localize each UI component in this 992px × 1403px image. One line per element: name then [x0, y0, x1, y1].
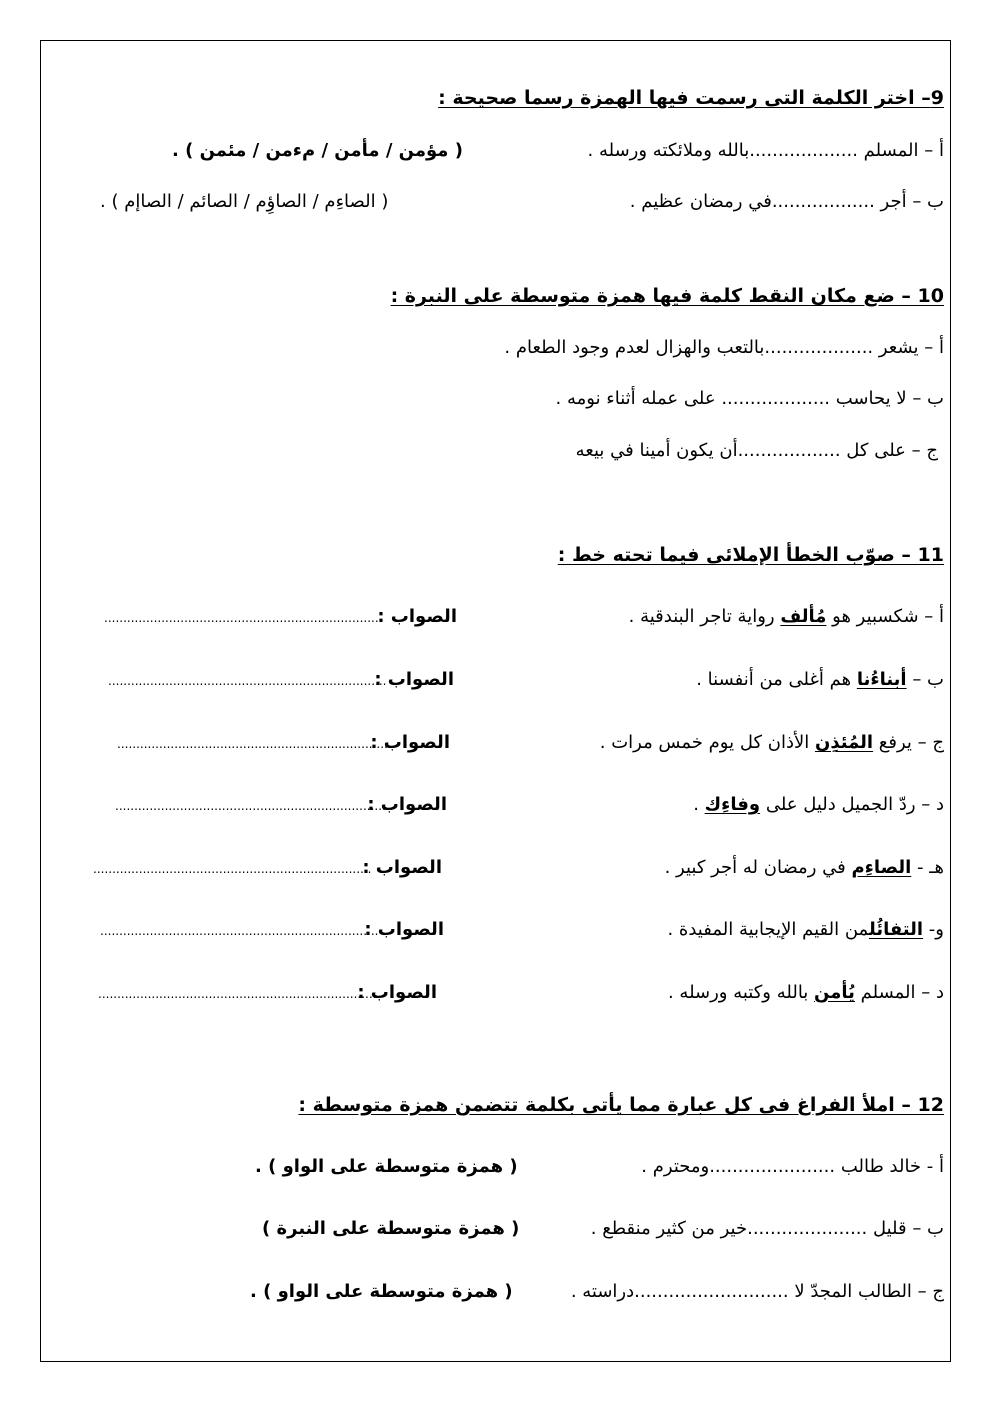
q11-item	[665, 856, 944, 880]
q10-c-after: أن يكون أمينا في بيعه	[575, 440, 738, 461]
q12-title: 12 – املأ الفراغ فى كل عبارة مما يأتى بكلمة تتضمن همزة متوسطة :	[298, 1094, 944, 1116]
q11-item-before: د – المسلم	[854, 982, 944, 1003]
q10-a-blank[interactable]: ...................	[764, 337, 874, 358]
q11-item-before: د – ردّ الجميل دليل على	[760, 794, 944, 815]
q12-c-blank[interactable]: ...........................	[634, 1281, 789, 1302]
q9-a-before: أ – المسلم	[857, 140, 944, 161]
answer-label: الصواب :	[370, 732, 450, 753]
q12-a-hint: ( همزة متوسطة على الواو ) .	[255, 1156, 518, 1177]
q12-c-hint: ( همزة متوسطة على الواو ) .	[250, 1281, 513, 1302]
q12-b-before: ب – قليل	[867, 1218, 944, 1239]
q11-underlined-word: المُئذِن	[814, 732, 874, 753]
answer-blank[interactable]: .........................................................................	[98, 987, 377, 1001]
q9-b-after: في رمضان عظيم .	[629, 191, 772, 212]
q9-title: 9– اختر الكلمة التى رسمت فيها الهمزة رسما صحيحة :	[438, 87, 944, 109]
q11-item-before: ج – يرفع	[873, 732, 944, 753]
answer-label: الصواب :	[374, 669, 454, 690]
answer-label: الصواب :	[367, 794, 447, 815]
q11-item	[629, 605, 944, 629]
q10-a-before: أ – يشعر	[873, 337, 944, 358]
q10-a-after: بالتعب والهزال لعدم وجود الطعام .	[504, 337, 765, 358]
q9-item-b	[630, 190, 944, 214]
q11-underlined-word: التفائُل	[868, 919, 924, 940]
q11-item	[696, 668, 944, 692]
answer-blank[interactable]: .........................................................................	[108, 674, 387, 688]
q9-b-before: ب – أجر	[874, 191, 944, 212]
q11-title: 11 – صوّب الخطأ الإملائى فيما تحته خط :	[557, 544, 944, 566]
q10-b-before: ب – لا يحاسب	[830, 388, 944, 409]
q11-item-after: الأذان كل يوم خمس مرات .	[599, 732, 815, 753]
q11-item-after: رواية تاجر البندقية .	[628, 606, 781, 627]
answer-blank[interactable]: .........................................................................	[93, 862, 372, 876]
q12-a-after: ومحترم .	[641, 1156, 710, 1177]
q11-item	[693, 793, 944, 817]
q9-a-blank[interactable]: ...................	[749, 140, 858, 161]
q11-item-after: .	[693, 794, 705, 815]
q12-b-blank[interactable]: .....................	[747, 1218, 868, 1239]
answer-label: الصواب :	[364, 919, 444, 940]
q9-b-blank[interactable]: ..................	[771, 191, 875, 212]
q11-item-before: هـ -	[911, 857, 944, 878]
q11-underlined-word: الصاءِم	[851, 857, 912, 878]
answer-label: الصواب :	[362, 857, 442, 878]
q10-item-a	[504, 336, 944, 360]
q12-item-a	[641, 1155, 944, 1179]
q12-a-blank[interactable]: ......................	[709, 1156, 836, 1177]
q11-item-after: من القيم الإيجابية المفيدة .	[667, 919, 869, 940]
answer-blank[interactable]: .........................................................................	[100, 924, 379, 938]
q12-c-before: ج – الطالب المجدّ لا	[788, 1281, 944, 1302]
q12-a-before: أ - خالد طالب	[835, 1156, 944, 1177]
q11-item	[668, 981, 944, 1005]
q12-item-b	[591, 1217, 944, 1241]
q12-c-after: دراسته .	[570, 1281, 635, 1302]
q10-item-b	[556, 387, 944, 411]
q9-b-options: ( الصاءِم / الصاؤِم / الصائم / الصاإم ) .	[100, 191, 389, 212]
q9-a-options: ( مؤمن / مأمن / مءمن / مئمن ) .	[172, 140, 463, 161]
q12-b-after: خير من كثير منقطع .	[590, 1218, 748, 1239]
q10-b-after: على عمله أثناء نومه .	[555, 388, 722, 409]
q10-b-blank[interactable]: ...................	[721, 388, 831, 409]
q11-item-before: أ – شكسبير هو	[826, 606, 944, 627]
q11-underlined-word: وفاءِك	[704, 794, 761, 815]
q11-underlined-word: أبناءُنا	[856, 669, 907, 690]
q9-a-after: بالله وملائكته ورسله .	[587, 140, 750, 161]
answer-label: الصواب :	[377, 606, 457, 627]
q11-underlined-word: مُألف	[780, 606, 827, 627]
q10-c-blank[interactable]: ..................	[737, 440, 841, 461]
q11-underlined-word: يُأمن	[814, 982, 855, 1003]
q9-item-a	[588, 139, 944, 163]
answer-blank[interactable]: .........................................................................	[117, 737, 396, 751]
q11-item-before: ب –	[906, 669, 944, 690]
q12-b-hint: ( همزة متوسطة على النبرة )	[262, 1218, 520, 1239]
answer-blank[interactable]: .........................................................................	[104, 611, 383, 625]
q12-item-c	[571, 1280, 944, 1304]
q11-item	[600, 731, 944, 755]
q11-item-after: بالله وكتبه ورسله .	[667, 982, 815, 1003]
q11-item-after: في رمضان له أجر كبير .	[664, 857, 852, 878]
q11-item-before: و-	[923, 919, 944, 940]
q10-item-c	[576, 439, 938, 463]
answer-blank[interactable]: .........................................................................	[115, 799, 394, 813]
q10-c-before: ج – على كل	[840, 440, 938, 461]
q11-item-after: هم أغلى من أنفسنا .	[696, 669, 857, 690]
q10-title: 10 – ضع مكان النقط كلمة فيها همزة متوسطة على النبرة :	[390, 285, 944, 307]
q11-item	[667, 918, 944, 942]
answer-label: الصواب :	[357, 982, 437, 1003]
